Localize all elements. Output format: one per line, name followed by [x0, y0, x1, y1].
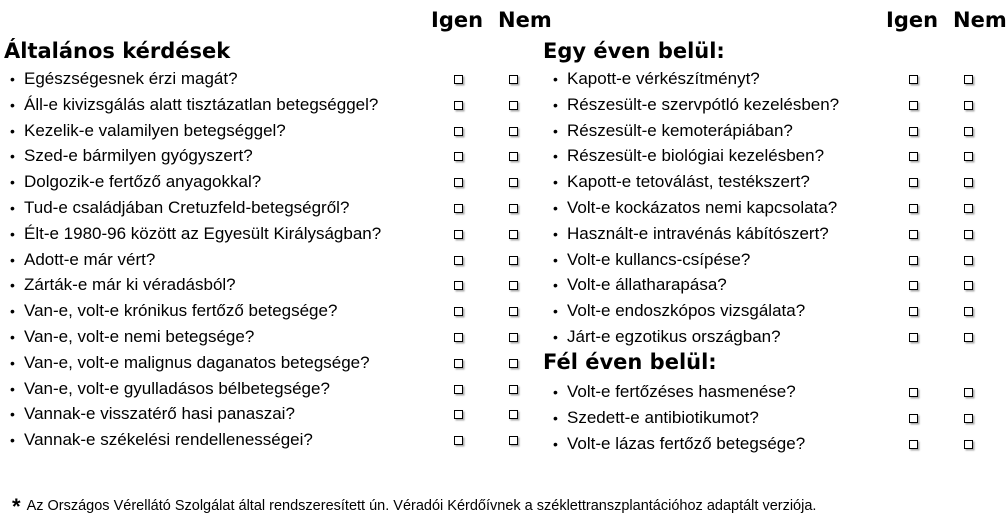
yes-checkbox[interactable] [454, 436, 463, 445]
no-checkbox[interactable] [964, 204, 973, 213]
yes-checkbox[interactable] [454, 127, 463, 136]
question-text: Részesült-e szervpótló kezelésben? [567, 94, 840, 114]
no-checkbox[interactable] [964, 307, 973, 316]
yes-checkbox[interactable] [454, 256, 463, 265]
question-item [553, 324, 781, 350]
question-item [10, 195, 349, 221]
no-checkbox[interactable] [509, 436, 518, 445]
no-checkbox[interactable] [964, 333, 973, 342]
bullet-icon: • [10, 200, 15, 216]
question-text: Volt-e lázas fertőző betegsége? [567, 433, 806, 453]
yes-checkbox[interactable] [909, 256, 918, 265]
no-checkbox[interactable] [964, 256, 973, 265]
bullet-icon: • [10, 329, 15, 345]
question-item [10, 221, 381, 247]
question-item [10, 143, 253, 169]
yes-checkbox[interactable] [909, 178, 918, 187]
yes-checkbox[interactable] [454, 101, 463, 110]
yes-checkbox[interactable] [909, 307, 918, 316]
question-text: Van-e, volt-e krónikus fertőző betegsége? [24, 301, 338, 321]
question-item [10, 376, 330, 402]
no-checkbox[interactable] [964, 230, 973, 239]
bullet-icon: • [553, 277, 558, 294]
no-checkbox[interactable] [509, 281, 518, 290]
bullet-icon: • [553, 122, 558, 139]
bullet-icon: • [10, 96, 15, 113]
question-text: Volt-e fertőzéses hasmenése? [567, 382, 796, 401]
bullet-icon: • [10, 122, 15, 139]
yes-checkbox[interactable] [454, 359, 463, 368]
question-item [553, 66, 760, 92]
no-checkbox[interactable] [509, 127, 518, 136]
no-checkbox[interactable] [964, 388, 973, 397]
question-text: Tud-e családjában Cretuzfeld-betegségről? [24, 198, 350, 217]
question-item [10, 169, 261, 195]
question-text: Járt-e egzotikus országban? [567, 327, 781, 346]
no-checkbox[interactable] [964, 440, 973, 449]
bullet-icon: • [10, 380, 15, 397]
no-checkbox[interactable] [509, 75, 518, 84]
bullet-icon: • [10, 251, 15, 268]
question-item [10, 92, 378, 118]
bullet-icon: • [553, 384, 558, 400]
question-item [553, 118, 793, 144]
question-item [553, 379, 796, 405]
question-text: Vannak-e visszatérő hasi panaszai? [24, 404, 295, 424]
no-checkbox[interactable] [964, 101, 973, 110]
no-checkbox[interactable] [509, 385, 518, 394]
right-no-header: Nem [953, 8, 1007, 32]
footnote-text: Az Országos Vérellátó Szolgálat által rendszeresített ún. Véradói Kérdőívnek a széklettranszplantációhoz adaptált verziója. [26, 498, 817, 514]
footnote-star: * [12, 494, 21, 519]
question-text: Szed-e bármilyen gyógyszert? [24, 146, 253, 166]
yes-checkbox[interactable] [909, 281, 918, 290]
question-item [10, 298, 337, 324]
bullet-icon: • [10, 406, 15, 423]
yes-checkbox[interactable] [454, 152, 463, 161]
no-checkbox[interactable] [964, 152, 973, 161]
yes-checkbox[interactable] [909, 440, 918, 449]
question-text: Áll-e kivizsgálás alatt tisztázatlan betegséggel? [24, 94, 379, 114]
question-item [10, 66, 238, 92]
yes-checkbox[interactable] [909, 414, 918, 423]
yes-checkbox[interactable] [909, 127, 918, 136]
question-item [10, 272, 236, 298]
bullet-icon: • [553, 71, 558, 87]
question-text: Részesült-e biológiai kezelésben? [567, 146, 825, 166]
bullet-icon: • [553, 148, 558, 165]
bullet-icon: • [10, 174, 15, 191]
question-text: Volt-e kullancs-csípése? [567, 249, 751, 269]
yes-checkbox[interactable] [909, 388, 918, 397]
question-text: Kezelik-e valamilyen betegséggel? [24, 120, 286, 140]
yes-checkbox[interactable] [454, 307, 463, 316]
bullet-icon: • [10, 148, 15, 165]
question-item [553, 221, 829, 247]
question-text: Volt-e kockázatos nemi kapcsolata? [567, 198, 838, 217]
bullet-icon: • [10, 225, 15, 242]
general-questions-title: Általános kérdések [4, 39, 231, 63]
question-item [553, 298, 805, 324]
question-item [553, 247, 750, 273]
bullet-icon: • [553, 225, 558, 242]
question-text: Élt-e 1980-96 között az Egyesült Királyságban? [24, 223, 382, 243]
within-half-year-title: Fél éven belül: [543, 350, 717, 374]
question-item [553, 143, 824, 169]
question-item [10, 118, 286, 144]
bullet-icon: • [10, 277, 15, 294]
no-checkbox[interactable] [509, 178, 518, 187]
no-checkbox[interactable] [509, 256, 518, 265]
question-text: Egészségesnek érzi magát? [24, 69, 238, 88]
bullet-icon: • [553, 200, 558, 216]
no-checkbox[interactable] [509, 101, 518, 110]
question-item [10, 350, 370, 376]
left-no-header: Nem [498, 8, 552, 32]
question-item [553, 169, 810, 195]
footnote [12, 494, 816, 520]
question-item [10, 427, 313, 453]
bullet-icon: • [10, 303, 15, 320]
yes-checkbox[interactable] [909, 333, 918, 342]
question-item [10, 247, 155, 273]
question-item [553, 405, 759, 431]
yes-checkbox[interactable] [909, 230, 918, 239]
no-checkbox[interactable] [964, 414, 973, 423]
yes-checkbox[interactable] [454, 230, 463, 239]
no-checkbox[interactable] [509, 307, 518, 316]
no-checkbox[interactable] [964, 127, 973, 136]
question-text: Részesült-e kemoterápiában? [567, 120, 793, 140]
bullet-icon: • [553, 251, 558, 268]
no-checkbox[interactable] [964, 75, 973, 84]
bullet-icon: • [10, 71, 15, 87]
no-checkbox[interactable] [509, 230, 518, 239]
no-checkbox[interactable] [509, 152, 518, 161]
question-text: Vannak-e székelési rendellenességei? [24, 430, 313, 450]
no-checkbox[interactable] [964, 178, 973, 187]
right-yes-header: Igen [886, 8, 939, 32]
no-checkbox[interactable] [509, 359, 518, 368]
question-text: Kapott-e vérkészítményt? [567, 69, 760, 88]
question-text: Van-e, volt-e gyulladásos bélbetegsége? [24, 378, 330, 398]
bullet-icon: • [553, 329, 558, 345]
bullet-icon: • [553, 303, 558, 320]
no-checkbox[interactable] [509, 410, 518, 419]
yes-checkbox[interactable] [909, 152, 918, 161]
yes-checkbox[interactable] [454, 385, 463, 394]
yes-checkbox[interactable] [909, 204, 918, 213]
question-text: Volt-e endoszkópos vizsgálata? [567, 301, 806, 321]
question-item [10, 324, 254, 350]
yes-checkbox[interactable] [909, 101, 918, 110]
bullet-icon: • [553, 435, 558, 452]
question-item [10, 401, 295, 427]
within-year-title: Egy éven belül: [543, 39, 725, 63]
no-checkbox[interactable] [509, 204, 518, 213]
question-text: Dolgozik-e fertőző anyagokkal? [24, 172, 262, 192]
question-text: Van-e, volt-e nemi betegsége? [24, 327, 255, 346]
question-text: Adott-e már vért? [24, 249, 156, 269]
yes-checkbox[interactable] [454, 281, 463, 290]
yes-checkbox[interactable] [909, 75, 918, 84]
question-text: Használt-e intravénás kábítószert? [567, 223, 829, 243]
bullet-icon: • [553, 409, 558, 426]
bullet-icon: • [553, 174, 558, 191]
question-item [553, 92, 839, 118]
bullet-icon: • [10, 432, 15, 449]
no-checkbox[interactable] [964, 281, 973, 290]
bullet-icon: • [553, 96, 558, 113]
question-text: Szedett-e antibiotikumot? [567, 407, 759, 427]
question-text: Kapott-e tetoválást, testékszert? [567, 172, 810, 192]
question-item [553, 431, 805, 457]
bullet-icon: • [10, 354, 15, 371]
no-checkbox[interactable] [509, 333, 518, 342]
left-yes-header: Igen [431, 8, 484, 32]
question-item [553, 272, 727, 298]
question-text: Volt-e állatharapása? [567, 275, 727, 295]
yes-checkbox[interactable] [454, 75, 463, 84]
question-text: Zárták-e már ki véradásból? [24, 275, 236, 295]
yes-checkbox[interactable] [454, 410, 463, 419]
yes-checkbox[interactable] [454, 178, 463, 187]
question-item [553, 195, 837, 221]
yes-checkbox[interactable] [454, 204, 463, 213]
question-text: Van-e, volt-e malignus daganatos betegsége? [24, 352, 370, 372]
yes-checkbox[interactable] [454, 333, 463, 342]
